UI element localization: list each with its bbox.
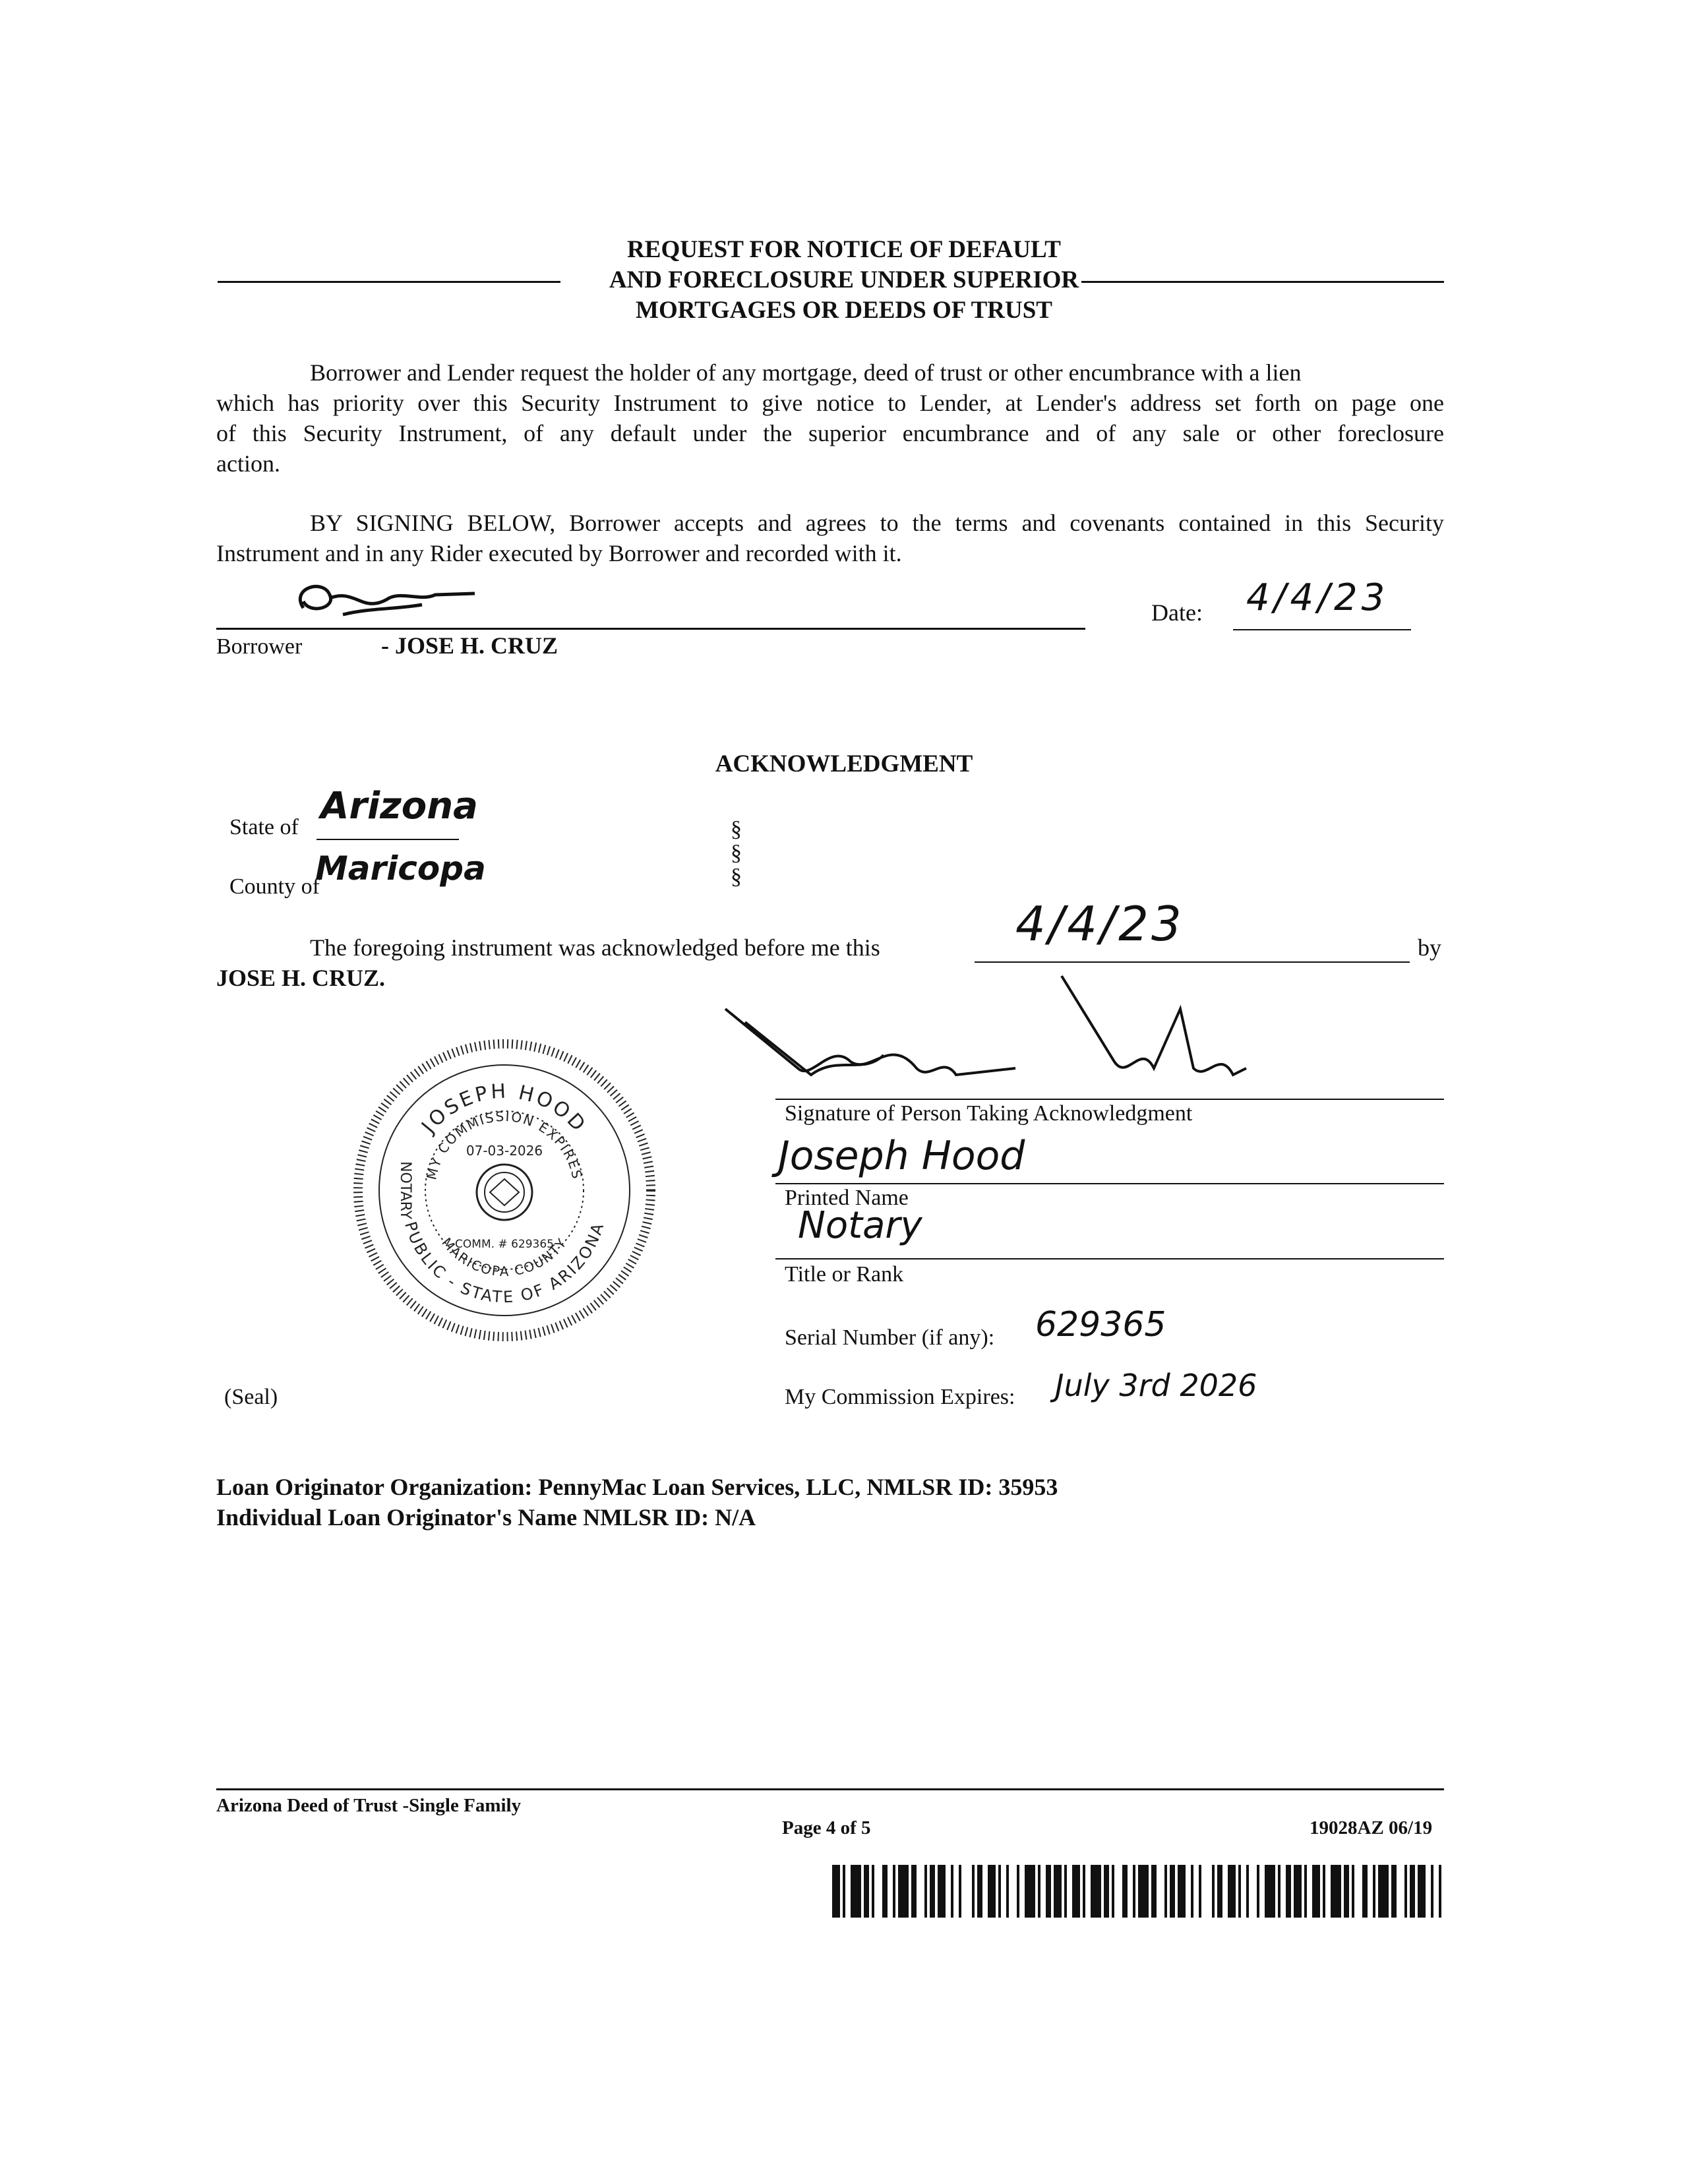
barcode-bar — [951, 1865, 953, 1918]
barcode-bar — [1418, 1865, 1426, 1918]
barcode — [832, 1865, 1445, 1919]
para2-line1: BY SIGNING BELOW, Borrower accepts and agrees to the terms and covenants contained in this Security — [310, 510, 1444, 536]
acknowledged-name: JOSE H. CRUZ. — [216, 965, 386, 991]
barcode-bar — [872, 1865, 874, 1918]
barcode-bar — [1104, 1865, 1109, 1918]
title-value: Notary — [798, 1204, 922, 1247]
borrower-label: Borrower — [216, 634, 303, 659]
barcode-bar — [998, 1865, 1001, 1918]
barcode-bar — [959, 1865, 961, 1918]
barcode-bar — [1178, 1865, 1186, 1918]
barcode-bar — [898, 1865, 909, 1918]
county-label: County of — [229, 874, 320, 899]
barcode-bar — [972, 1865, 975, 1918]
borrower-name: - JOSE H. CRUZ — [381, 632, 558, 659]
barcode-bar — [1122, 1865, 1128, 1918]
barcode-bar — [1352, 1865, 1354, 1918]
section-mark-1: § — [731, 817, 742, 841]
barcode-bar — [1072, 1865, 1080, 1918]
serial-number-label: Serial Number (if any): — [785, 1325, 995, 1350]
barcode-bar — [1006, 1865, 1009, 1918]
date-line — [1233, 629, 1411, 630]
commission-expires-label: My Commission Expires: — [785, 1385, 1015, 1409]
commission-expires-value: July 3rd 2026 — [1055, 1368, 1257, 1403]
title-line-1: REQUEST FOR NOTICE OF DEFAULT — [627, 236, 1061, 263]
date-label: Date: — [1151, 599, 1203, 626]
barcode-bar — [1112, 1865, 1114, 1918]
para1-line3: of this Security Instrument, of any default under the superior encumbrance and of any sale or other foreclosure — [216, 420, 1444, 446]
notary-signature — [719, 969, 1259, 1101]
svg-text:PUBLIC - STATE OF ARIZONA: PUBLIC - STATE OF ARIZONA — [401, 1219, 608, 1307]
ack-date-line — [975, 961, 1410, 963]
barcode-bar — [1199, 1865, 1201, 1918]
para1-line1: Borrower and Lender request the holder of any mortgage, deed of trust or other encumbrance with a lien — [310, 359, 1302, 386]
seal-label: (Seal) — [224, 1385, 278, 1409]
barcode-bar — [851, 1865, 861, 1918]
barcode-bar — [1362, 1865, 1368, 1918]
borrower-signature-line — [216, 628, 1085, 630]
state-value: Arizona — [320, 785, 478, 828]
barcode-bar — [1025, 1865, 1035, 1918]
state-label: State of — [229, 815, 299, 839]
title-rank-label: Title or Rank — [785, 1262, 904, 1287]
barcode-bar — [1331, 1865, 1341, 1918]
barcode-bar — [938, 1865, 946, 1918]
printed-name-value: Joseph Hood — [778, 1133, 1025, 1179]
barcode-bar — [1228, 1865, 1236, 1918]
barcode-bar — [1278, 1865, 1281, 1918]
barcode-bar — [1344, 1865, 1349, 1918]
state-line — [316, 839, 459, 840]
barcode-bar — [1431, 1865, 1433, 1918]
barcode-bar — [1091, 1865, 1101, 1918]
barcode-bar — [977, 1865, 982, 1918]
barcode-bar — [1138, 1865, 1149, 1918]
barcode-bar — [1323, 1865, 1325, 1918]
barcode-bar — [1410, 1865, 1415, 1918]
borrower-signature — [264, 568, 481, 628]
barcode-bar — [1133, 1865, 1135, 1918]
title-line-3: MORTGAGES OR DEEDS OF TRUST — [636, 297, 1052, 324]
barcode-bar — [1246, 1865, 1249, 1918]
barcode-bar — [1191, 1865, 1193, 1918]
barcode-bar — [893, 1865, 895, 1918]
barcode-bar — [1170, 1865, 1175, 1918]
barcode-bar — [1017, 1865, 1019, 1918]
barcode-bar — [1378, 1865, 1389, 1918]
barcode-bar — [1286, 1865, 1291, 1918]
acknowledgment-heading: ACKNOWLEDGMENT — [715, 750, 973, 777]
barcode-bar — [1238, 1865, 1241, 1918]
barcode-bar — [832, 1865, 840, 1918]
title-rule-right — [1081, 281, 1444, 283]
barcode-bar — [1265, 1865, 1275, 1918]
footer-form-code: 19028AZ 06/19 — [1310, 1817, 1433, 1838]
printed-name-label: Printed Name — [785, 1186, 909, 1210]
svg-text:JOSEPH HOOD: JOSEPH HOOD — [417, 1079, 591, 1138]
svg-text:MARICOPA COUNTY: MARICOPA COUNTY — [438, 1234, 570, 1279]
barcode-bar — [1151, 1865, 1157, 1918]
barcode-bar — [1164, 1865, 1167, 1918]
footer-form-name: Arizona Deed of Trust -Single Family — [216, 1795, 522, 1816]
barcode-bar — [1046, 1865, 1051, 1918]
para2-line2: Instrument and in any Rider executed by Borrower and recorded with it. — [216, 540, 902, 566]
svg-text:COMM. # 629365: COMM. # 629365 — [455, 1238, 554, 1251]
para1-line2: which has priority over this Security Instrument to give notice to Lender, at Lender's address set forth on page one — [216, 390, 1444, 416]
section-mark-3: § — [731, 864, 742, 889]
foregoing-text: The foregoing instrument was acknowledged before me this — [310, 934, 880, 961]
barcode-bar — [1294, 1865, 1302, 1918]
loan-originator-org: Loan Originator Organization: PennyMac Loan Services, LLC, NMLSR ID: 35953 — [216, 1474, 1058, 1500]
barcode-bar — [1391, 1865, 1397, 1918]
barcode-bar — [1083, 1865, 1085, 1918]
svg-text:07-03-2026: 07-03-2026 — [466, 1143, 543, 1159]
barcode-bar — [911, 1865, 917, 1918]
barcode-bar — [1217, 1865, 1222, 1918]
title-line-2: AND FORECLOSURE UNDER SUPERIOR — [609, 266, 1079, 293]
county-value: Maricopa — [315, 849, 486, 888]
barcode-bar — [864, 1865, 869, 1918]
serial-number-value: 629365 — [1035, 1305, 1166, 1345]
barcode-bar — [843, 1865, 845, 1918]
para1-line4: action. — [216, 450, 280, 477]
section-mark-2: § — [731, 841, 742, 865]
barcode-bar — [924, 1865, 927, 1918]
barcode-bar — [1304, 1865, 1307, 1918]
barcode-bar — [1373, 1865, 1375, 1918]
by-label: by — [1418, 934, 1441, 961]
footer-page-number: Page 4 of 5 — [782, 1817, 871, 1838]
individual-loan-originator: Individual Loan Originator's Name NMLSR ID: N/A — [216, 1504, 756, 1531]
barcode-bar — [1054, 1865, 1062, 1918]
barcode-bar — [1064, 1865, 1067, 1918]
notary-seal — [349, 1035, 659, 1345]
signature-person-label: Signature of Person Taking Acknowledgment — [785, 1101, 1193, 1126]
barcode-bar — [1257, 1865, 1259, 1918]
barcode-bar — [1404, 1865, 1407, 1918]
barcode-bar — [1212, 1865, 1215, 1918]
svg-text:MY COMMISSION EXPIRES: MY COMMISSION EXPIRES — [423, 1108, 586, 1182]
barcode-bar — [1038, 1865, 1040, 1918]
acknowledgment-date: 4/4/23 — [1015, 896, 1184, 952]
footer-rule — [216, 1788, 1444, 1790]
barcode-bar — [1312, 1865, 1320, 1918]
signature-date: 4/4/23 — [1246, 576, 1389, 619]
barcode-bar — [1439, 1865, 1441, 1918]
barcode-bar — [930, 1865, 935, 1918]
svg-text:NOTARY: NOTARY — [397, 1161, 413, 1219]
barcode-bar — [988, 1865, 996, 1918]
barcode-bar — [882, 1865, 888, 1918]
